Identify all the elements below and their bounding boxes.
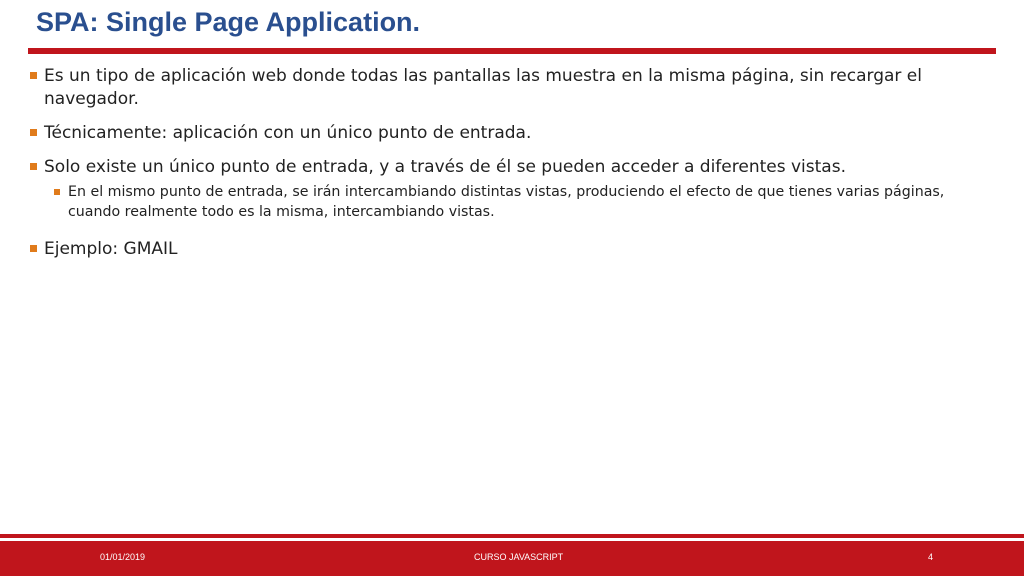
bullet-text: Ejemplo: GMAIL [44, 239, 178, 259]
bullet-text: Técnicamente: aplicación con un único punto de entrada. [44, 123, 532, 143]
square-bullet-icon [30, 245, 37, 252]
bullet-item [30, 65, 970, 111]
bullet-text: Es un tipo de aplicación web donde todas las pantallas las muestra en la misma página, sin recargar el navegador. [44, 66, 922, 109]
sub-bullet-item [30, 182, 978, 222]
footer-course-name: CURSO JAVASCRIPT [474, 552, 564, 562]
square-bullet-icon [30, 129, 37, 136]
bullet-item [30, 156, 970, 179]
footer-date: 01/01/2019 [100, 552, 146, 562]
slide-content [30, 65, 970, 272]
footer-divider [0, 534, 1024, 538]
footer-bar [0, 541, 1024, 576]
bullet-item [30, 122, 970, 145]
square-bullet-icon [54, 189, 60, 195]
slide-title: SPA: Single Page Application. [36, 7, 421, 37]
square-bullet-icon [30, 72, 37, 79]
sub-bullet-text: En el mismo punto de entrada, se irán intercambiando distintas vistas, produciendo el efecto de que tienes varias páginas, cuando realmente todo es la misma, intercambiando vistas. [68, 184, 945, 220]
slide-number: 4 [928, 552, 934, 562]
square-bullet-icon [30, 163, 37, 170]
title-divider [28, 48, 996, 54]
bullet-text: Solo existe un único punto de entrada, y a través de él se pueden acceder a diferentes vistas. [44, 157, 846, 177]
bullet-item [30, 238, 970, 261]
